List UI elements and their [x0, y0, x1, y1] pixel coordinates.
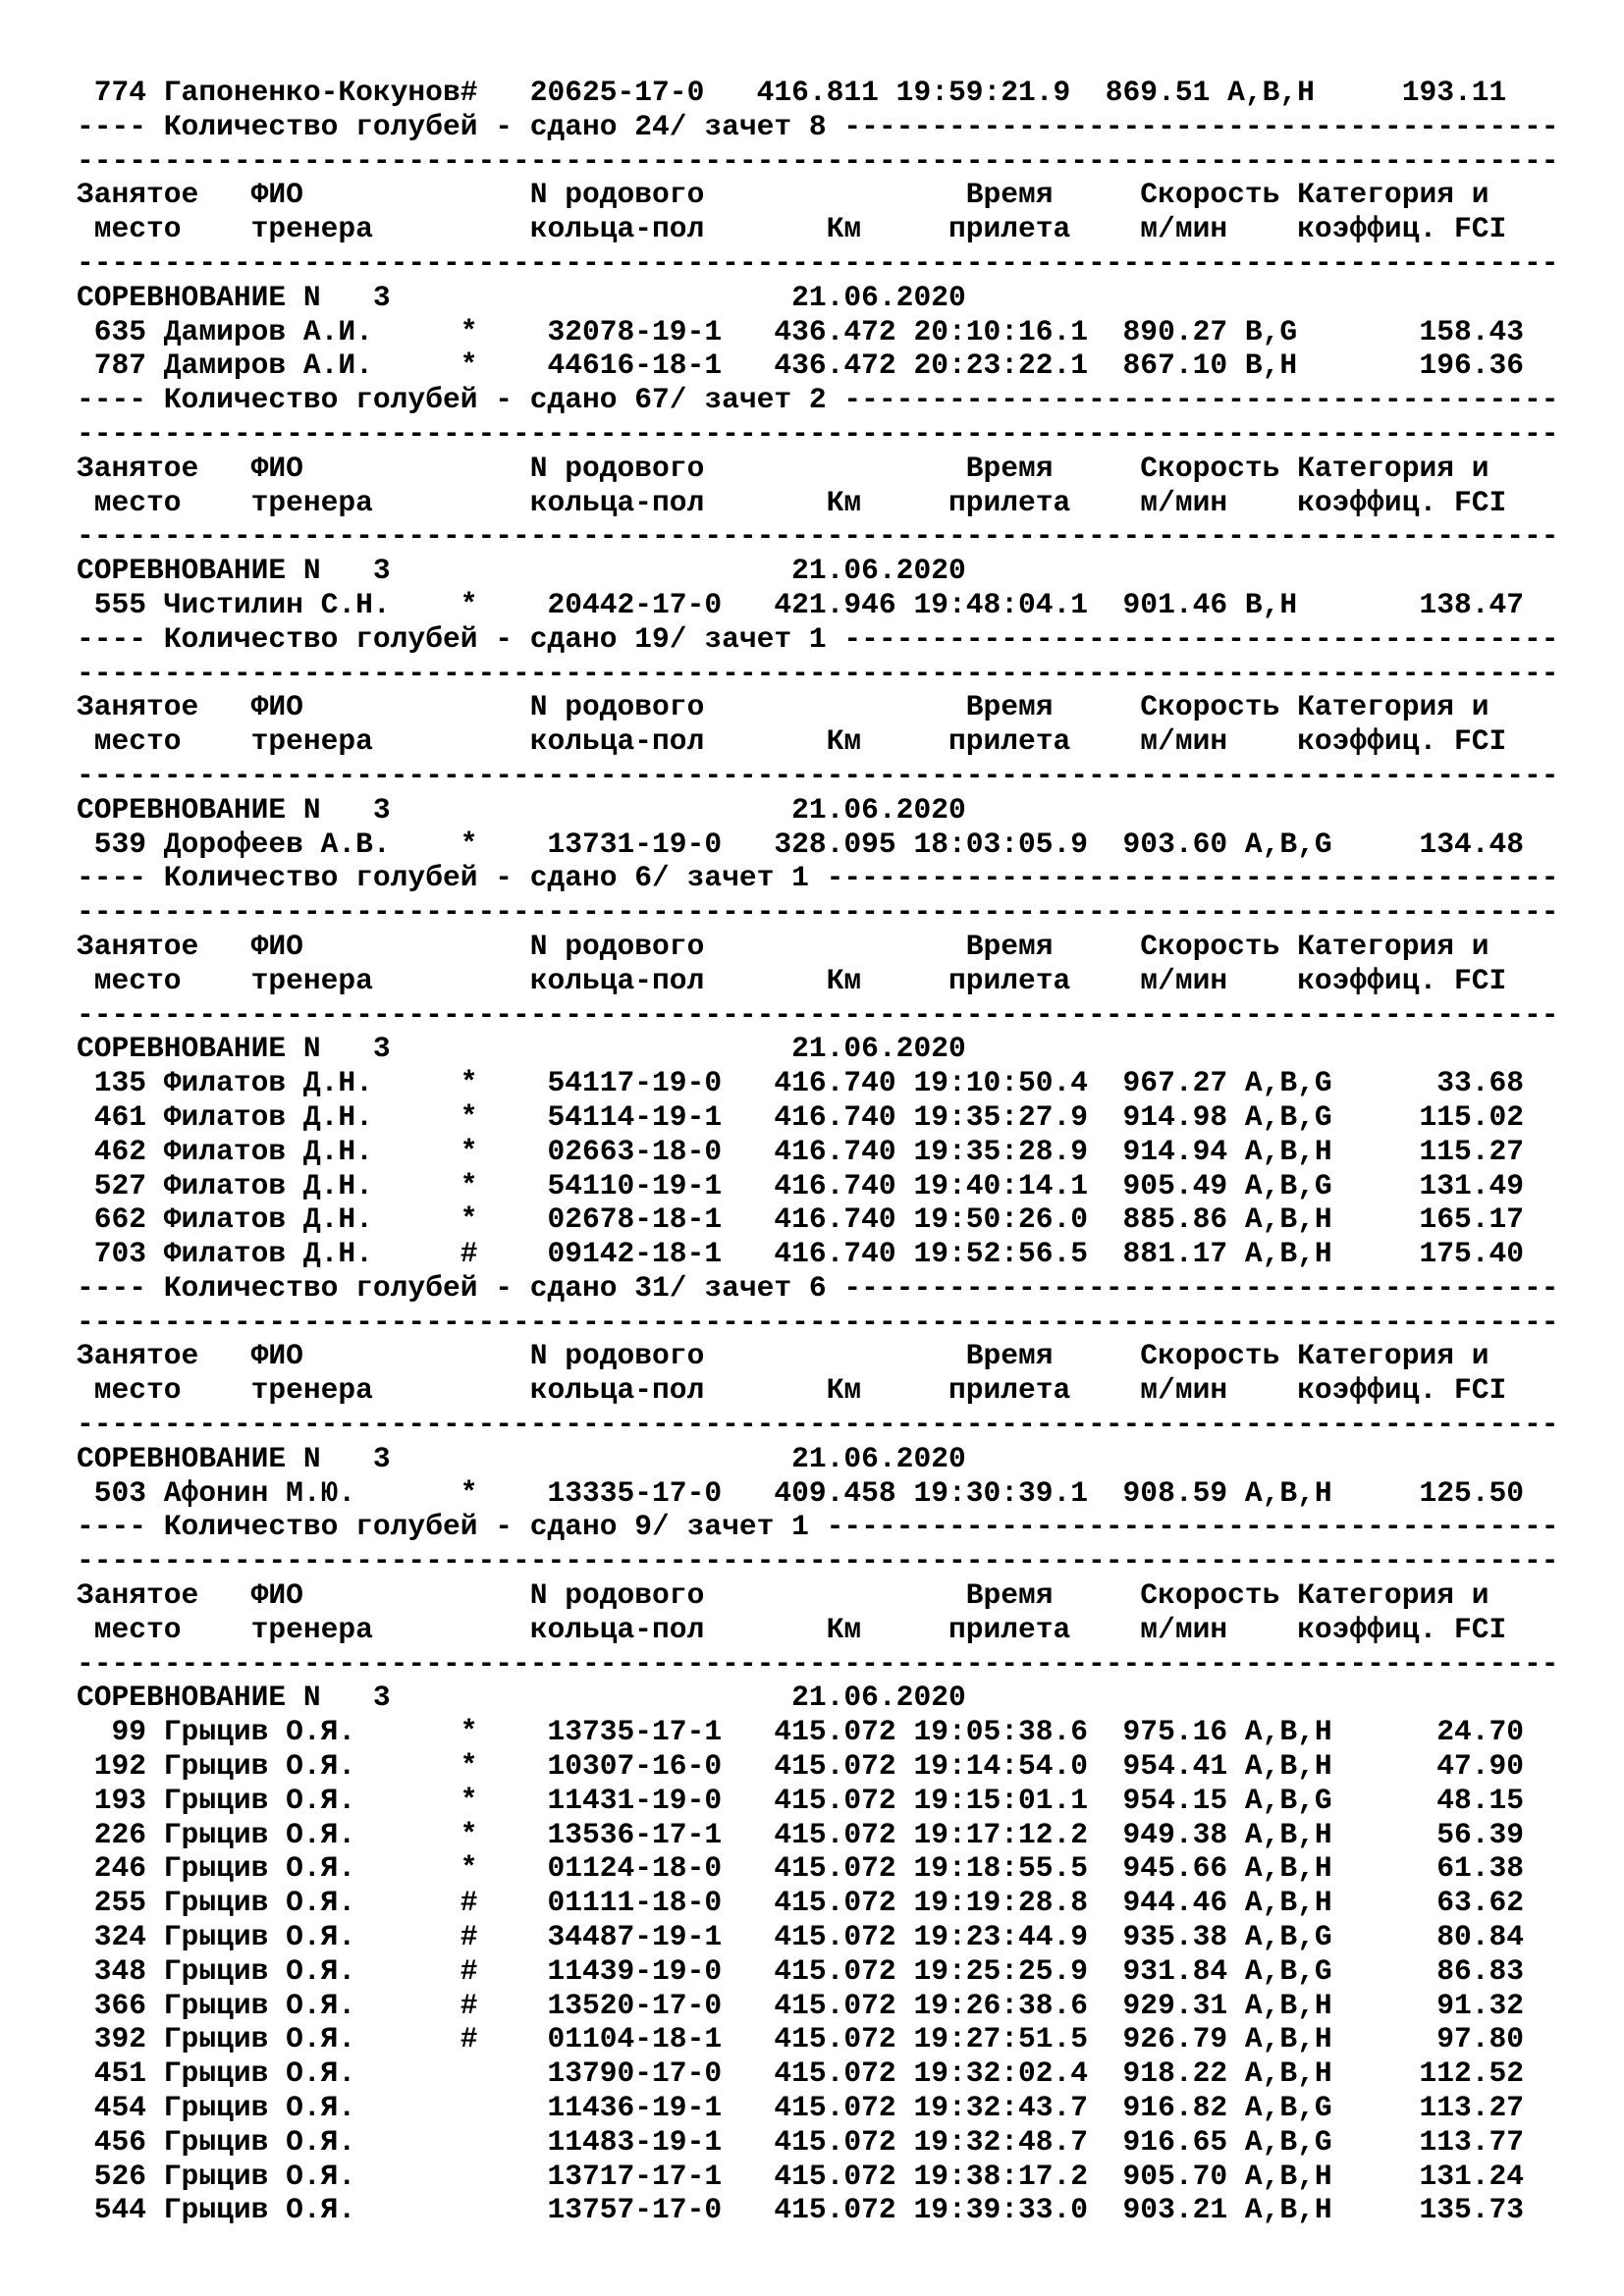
result-row: 366 Грыцив О.Я. # 13520-17-0 415.072 19:26:38.6 929.31 A,B,H 91.32 — [77, 1988, 1525, 2022]
result-row: 462 Филатов Д.Н. * 02663-18-0 416.740 19:35:28.9 914.94 A,B,H 115.27 — [77, 1134, 1525, 1168]
result-row: 527 Филатов Д.Н. * 54110-19-1 416.740 19:40:14.1 905.49 A,B,G 131.49 — [77, 1168, 1525, 1202]
separator-line: ------------------------------------------------------------------------------------- — [77, 1408, 1559, 1442]
summary-line: ---- Количество голубей - сдано 6/ зачет 1 ------------------------------------------ — [77, 861, 1559, 895]
result-row: 555 Чистилин С.Н. * 20442-17-0 421.946 19:48:04.1 901.46 B,H 138.47 — [77, 587, 1525, 621]
column-header-line-1: Занятое ФИО N родового Время Скорость Категория и — [77, 451, 1489, 485]
result-row: 324 Грыцив О.Я. # 34487-19-1 415.072 19:23:44.9 935.38 A,B,G 80.84 — [77, 1920, 1525, 1954]
result-row: 348 Грыцив О.Я. # 11439-19-0 415.072 19:25:25.9 931.84 A,B,G 86.83 — [77, 1953, 1525, 1988]
result-row: 192 Грыцив О.Я. * 10307-16-0 415.072 19:14:54.0 954.41 A,B,H 47.90 — [77, 1749, 1525, 1784]
result-row: 193 Грыцив О.Я. * 11431-19-0 415.072 19:15:01.1 954.15 A,B,G 48.15 — [77, 1783, 1525, 1817]
separator-line: ------------------------------------------------------------------------------------- — [77, 1646, 1559, 1681]
column-header-line-2: место тренера кольца-пол Км прилета м/мин коэффиц. FCI — [77, 212, 1507, 246]
summary-line: ---- Количество голубей - сдано 19/ зачет 1 ----------------------------------------- — [77, 621, 1559, 656]
result-row: 662 Филатов Д.Н. * 02678-18-1 416.740 19:50:26.0 885.86 A,B,H 165.17 — [77, 1202, 1525, 1237]
result-row: 99 Грыцив О.Я. * 13735-17-1 415.072 19:05:38.6 975.16 A,B,H 24.70 — [77, 1715, 1525, 1749]
result-row: 246 Грыцив О.Я. * 01124-18-0 415.072 19:18:55.5 945.66 A,B,H 61.38 — [77, 1851, 1525, 1886]
separator-line: ------------------------------------------------------------------------------------- — [77, 758, 1559, 792]
result-row: 392 Грыцив О.Я. # 01104-18-1 415.072 19:27:51.5 926.79 A,B,H 97.80 — [77, 2022, 1525, 2056]
separator-line: ------------------------------------------------------------------------------------- — [77, 245, 1559, 280]
summary-line: ---- Количество голубей - сдано 31/ зачет 6 ----------------------------------------- — [77, 1270, 1559, 1305]
result-row: 703 Филатов Д.Н. # 09142-18-1 416.740 19:52:56.5 881.17 A,B,H 175.40 — [77, 1237, 1525, 1271]
column-header-line-2: место тренера кольца-пол Км прилета м/мин коэффиц. FCI — [77, 963, 1507, 997]
separator-line: ------------------------------------------------------------------------------------- — [77, 997, 1559, 1032]
summary-line: ---- Количество голубей - сдано 24/ зачет 8 ----------------------------------------- — [77, 109, 1559, 143]
column-header-line-2: место тренера кольца-пол Км прилета м/мин коэффиц. FCI — [77, 1373, 1507, 1408]
separator-line: ------------------------------------------------------------------------------------- — [77, 1544, 1559, 1578]
result-row: 526 Грыцив О.Я. 13717-17-1 415.072 19:38:17.2 905.70 A,B,H 131.24 — [77, 2159, 1525, 2193]
separator-line: ------------------------------------------------------------------------------------- — [77, 1305, 1559, 1339]
competition-header: СОРЕВНОВАНИЕ N 3 21.06.2020 — [77, 280, 966, 314]
summary-line: ---- Количество голубей - сдано 9/ зачет 1 ------------------------------------------ — [77, 1510, 1559, 1544]
competition-header: СОРЕВНОВАНИЕ N 3 21.06.2020 — [77, 792, 966, 827]
column-header-line-2: место тренера кольца-пол Км прилета м/мин коэффиц. FCI — [77, 724, 1507, 759]
result-row: 451 Грыцив О.Я. 13790-17-0 415.072 19:32:02.4 918.22 A,B,H 112.52 — [77, 2056, 1525, 2091]
column-header-line-1: Занятое ФИО N родового Время Скорость Категория и — [77, 178, 1489, 212]
competition-header: СОРЕВНОВАНИЕ N 3 21.06.2020 — [77, 1032, 966, 1066]
result-row: 255 Грыцив О.Я. # 01111-18-0 415.072 19:19:28.8 944.46 A,B,H 63.62 — [77, 1886, 1525, 1920]
result-row: 461 Филатов Д.Н. * 54114-19-1 416.740 19:35:27.9 914.98 A,B,G 115.02 — [77, 1099, 1525, 1134]
column-header-line-1: Занятое ФИО N родового Время Скорость Категория и — [77, 929, 1489, 963]
separator-line: ------------------------------------------------------------------------------------- — [77, 143, 1559, 178]
column-header-line-2: место тренера кольца-пол Км прилета м/мин коэффиц. FCI — [77, 1612, 1507, 1646]
column-header-line-2: место тренера кольца-пол Км прилета м/мин коэффиц. FCI — [77, 485, 1507, 519]
separator-line: ------------------------------------------------------------------------------------- — [77, 416, 1559, 451]
separator-line: ------------------------------------------------------------------------------------- — [77, 895, 1559, 930]
separator-line: ------------------------------------------------------------------------------------- — [77, 656, 1559, 690]
competition-header: СОРЕВНОВАНИЕ N 3 21.06.2020 — [77, 1441, 966, 1475]
results-printout — [77, 76, 1559, 2227]
result-row: 454 Грыцив О.Я. 11436-19-1 415.072 19:32:43.7 916.82 A,B,G 113.27 — [77, 2091, 1525, 2125]
result-row: 539 Дорофеев А.В. * 13731-19-0 328.095 18:03:05.9 903.60 A,B,G 134.48 — [77, 827, 1525, 861]
result-row: 135 Филатов Д.Н. * 54117-19-0 416.740 19:10:50.4 967.27 A,B,G 33.68 — [77, 1066, 1525, 1100]
column-header-line-1: Занятое ФИО N родового Время Скорость Категория и — [77, 690, 1489, 724]
separator-line: ------------------------------------------------------------------------------------- — [77, 519, 1559, 554]
summary-line: ---- Количество голубей - сдано 67/ зачет 2 ----------------------------------------- — [77, 383, 1559, 417]
column-header-line-1: Занятое ФИО N родового Время Скорость Категория и — [77, 1578, 1489, 1613]
result-row: 774 Гапоненко-Кокунов# 20625-17-0 416.811 19:59:21.9 869.51 A,B,H 193.11 — [77, 76, 1507, 109]
result-row: 544 Грыцив О.Я. 13757-17-0 415.072 19:39:33.0 903.21 A,B,H 135.73 — [77, 2193, 1525, 2227]
result-row: 787 Дамиров А.И. * 44616-18-1 436.472 20:23:22.1 867.10 B,H 196.36 — [77, 348, 1525, 383]
result-row: 456 Грыцив О.Я. 11483-19-1 415.072 19:32:48.7 916.65 A,B,G 113.77 — [77, 2124, 1525, 2159]
competition-header: СОРЕВНОВАНИЕ N 3 21.06.2020 — [77, 1681, 966, 1715]
result-row: 226 Грыцив О.Я. * 13536-17-1 415.072 19:17:12.2 949.38 A,B,H 56.39 — [77, 1817, 1525, 1851]
result-row: 635 Дамиров А.И. * 32078-19-1 436.472 20:10:16.1 890.27 B,G 158.43 — [77, 314, 1525, 348]
competition-header: СОРЕВНОВАНИЕ N 3 21.06.2020 — [77, 554, 966, 588]
result-row: 503 Афонин М.Ю. * 13335-17-0 409.458 19:30:39.1 908.59 A,B,H 125.50 — [77, 1475, 1525, 1510]
column-header-line-1: Занятое ФИО N родового Время Скорость Категория и — [77, 1339, 1489, 1373]
